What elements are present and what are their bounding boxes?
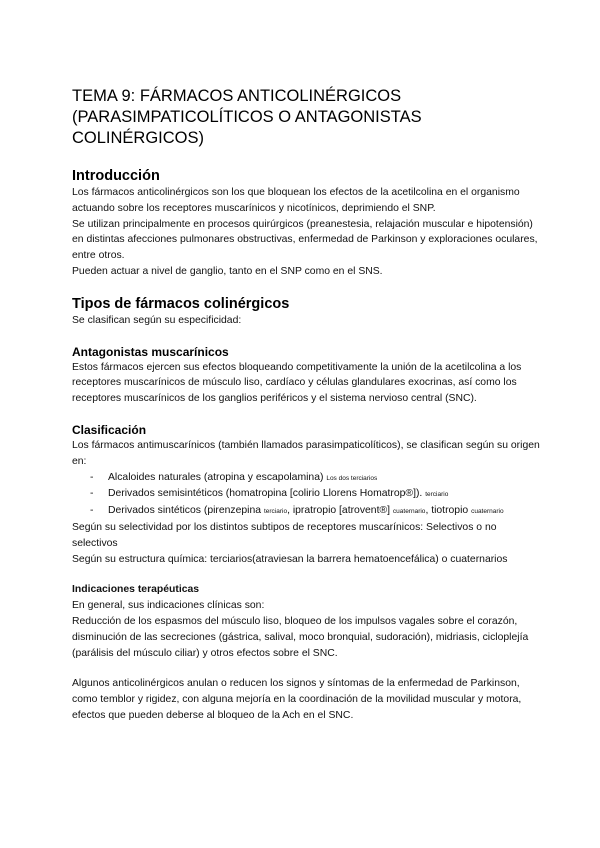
document-page (72, 86, 542, 724)
bullet-dash: - (90, 471, 94, 483)
bullet-dash: - (90, 505, 94, 517)
clasificacion-heading: Clasificación (72, 422, 147, 437)
indicaciones-paragraph-3: Algunos anticolinérgicos anulan o reducen los signos y síntomas de la enfermedad de Parkinson, como temblor y rigidez, con alguna mejoría en la coordinación de la movilidad muscular y motora, efectos que pueden deberse al bloqueo de la Ach en el SNC. (72, 678, 522, 721)
list-item-note: cuaternario (471, 508, 504, 516)
list-item-text: Derivados semisintéticos (homatropina [colirio Llorens Homatrop®]). (108, 488, 426, 500)
clasificacion-paragraph: Los fármacos antimuscarínicos (también llamados parasimpaticolíticos), se clasifican según su origen en: (72, 439, 540, 467)
antagonistas-paragraph: Estos fármacos ejercen sus efectos bloqueando competitivamente la unión de la acetilcolina a los receptores muscarínicos de músculo liso, cardíaco y células glandulares exocrinas, así como los receptores muscarínicos de los ganglios periféricos y el sistema nervioso central (SNC). (72, 361, 522, 405)
document-title: TEMA 9: FÁRMACOS ANTICOLINÉRGICOS (PARASIMPATICOLÍTICOS O ANTAGONISTAS COLINÉRGICOS) (72, 87, 422, 147)
tipos-heading: Tipos de fármacos colinérgicos (72, 295, 290, 312)
intro-paragraph-3: Pueden actuar a nivel de ganglio, tanto en el SNP como en el SNS. (72, 265, 383, 277)
clasificacion-paragraph-2: Según su selectividad por los distintos subtipos de receptores muscarínicos: Selectivos o no selectivos (72, 521, 497, 549)
intro-heading: Introducción (72, 168, 160, 184)
indicaciones-paragraph-2: Reducción de los espasmos del músculo liso, bloqueo de los impulsos vagales sobre el corazón, disminución de las secreciones (gástrica, salival, moco bronquial, sudoración), midriasis, cicloplejía (parálisis del músculo ciliar) y otros efectos sobre el SNC. (72, 615, 529, 659)
list-item-note: terciario (263, 508, 288, 516)
clasificacion-list (72, 470, 542, 520)
list-item (72, 470, 542, 487)
list-item-text: Alcaloides naturales (atropina y escapolamina) (108, 471, 327, 483)
list-item-note: Los dos terciarios (326, 474, 378, 482)
intro-paragraph-1: Los fármacos anticolinérgicos son los que bloquean los efectos de la acetilcolina en el organismo actuando sobre los receptores muscarínicos y nicotínicos, deprimiendo el SNP. (72, 187, 520, 214)
bullet-dash: - (90, 488, 94, 500)
list-item (72, 503, 542, 520)
antagonistas-heading: Antagonistas muscarínicos (72, 344, 229, 359)
list-item-text: Derivados sintéticos (pirenzepina (108, 505, 264, 517)
indicaciones-heading: Indicaciones terapéuticas (72, 584, 200, 596)
list-item-text: , tiotropio (425, 505, 472, 517)
tipos-paragraph: Se clasifican según su especificidad: (72, 314, 242, 326)
intro-paragraph-2: Se utilizan principalmente en procesos quirúrgicos (preanestesia, relajación muscular e hipotensión) en distintas afecciones pulmonares obstructivas, enfermedad de Parkinson y exploraciones oculares, entre otros. (72, 218, 538, 262)
list-item-note: terciario (425, 491, 449, 499)
list-item-text: , ipratropio [atrovent®] (287, 505, 393, 517)
indicaciones-paragraph-1: En general, sus indicaciones clínicas son: (72, 600, 265, 612)
list-item (72, 486, 542, 503)
clasificacion-paragraph-3: Según su estructura química: terciarios(atraviesan la barrera hematoencefálica) o cuaternarios (72, 553, 508, 565)
list-item-note: cuaternario (392, 508, 426, 516)
